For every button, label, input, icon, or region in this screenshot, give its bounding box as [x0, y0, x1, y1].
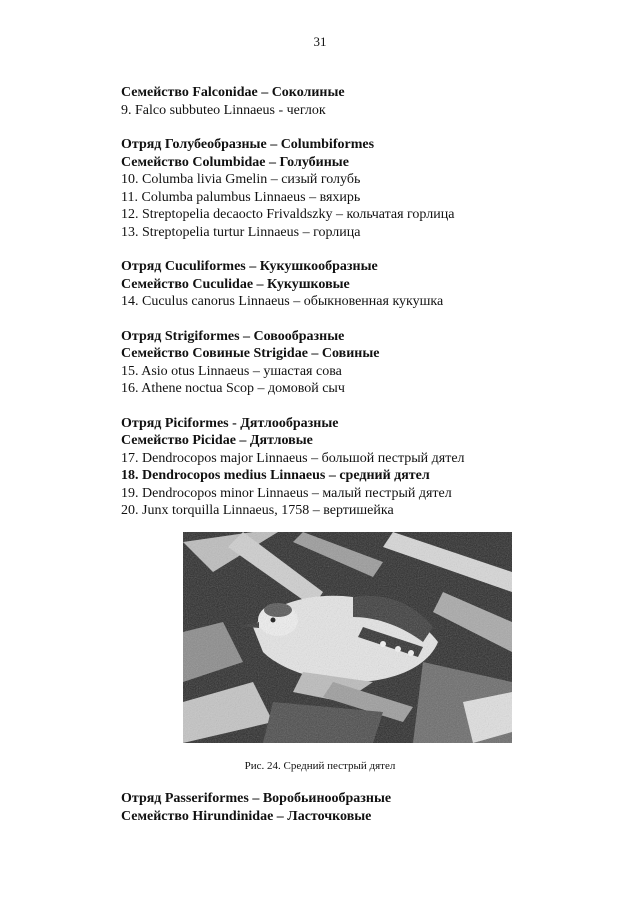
species-entry-highlighted: 18. Dendrocopos medius Linnaeus – средний дятел [121, 468, 430, 483]
order-heading: Отряд Piciformes - Дятлообразные [121, 415, 339, 431]
family-heading: Семейство Picidae – Дятловые [121, 433, 313, 448]
page-number: 31 [313, 34, 327, 49]
order-heading: Отряд Passeriformes – Воробьинообразные [121, 791, 392, 806]
family-heading: Семейство Columbidae – Голубиные [121, 154, 349, 170]
species-entry: 17. Dendrocopos major Linnaeus – большой пестрый дятел [121, 450, 465, 466]
figure-caption: Рис. 24. Средний пестрый дятел [244, 760, 396, 772]
species-list [121, 84, 541, 520]
family-heading: Семейство Cuculidae – Кукушковые [121, 276, 350, 292]
species-entry: 15. Asio otus Linnaeus – ушастая сова [121, 363, 342, 379]
species-entry: 16. Athene noctua Scop – домовой сыч [121, 381, 345, 396]
species-entry: 13. Streptopelia turtur Linnaeus – горлица [121, 224, 361, 240]
order-heading: Отряд Cuculiformes – Кукушкообразные [121, 259, 378, 274]
woodpecker-photo [183, 532, 512, 743]
family-heading: Семейство Hirundinidae – Ласточковые [121, 808, 372, 824]
order-heading: Отряд Голубеобразные – Columbiformes [121, 137, 375, 152]
order-heading: Отряд Strigiformes – Совообразные [121, 328, 345, 344]
family-heading: Семейство Falconidae – Соколиные [121, 85, 345, 100]
species-entry: 11. Columba palumbus Linnaeus – вяхирь [121, 189, 361, 205]
species-entry: 10. Columba livia Gmelin – сизый голубь [121, 172, 361, 187]
species-entry: 19. Dendrocopos minor Linnaeus – малый пестрый дятел [121, 485, 452, 501]
continued-list [121, 790, 541, 825]
species-entry: 9. Falco subbuteo Linnaeus - чеглок [121, 102, 326, 118]
species-entry: 12. Streptopelia decaocto Frivaldszky – кольчатая горлица [121, 207, 455, 222]
species-entry: 20. Junx torquilla Linnaeus, 1758 – вертишейка [121, 503, 394, 518]
species-entry: 14. Cuculus canorus Linnaeus – обыкновенная кукушка [121, 294, 444, 309]
family-heading: Семейство Совиные Strigidae – Совиные [121, 346, 380, 361]
